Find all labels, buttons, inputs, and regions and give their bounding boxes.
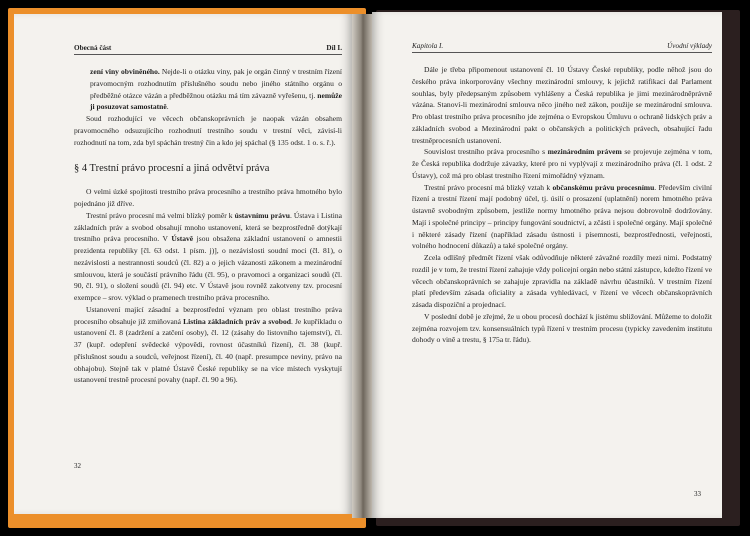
- left-page: [14, 14, 352, 514]
- page-number: 33: [694, 490, 701, 498]
- header-chapter: Kapitola I.: [412, 42, 444, 50]
- bold-term: ústavnímu právu: [234, 210, 290, 220]
- bold-term: občanskému právu procesnímu: [552, 182, 655, 192]
- bold-term: nemůže ji posuzovat samostatně: [90, 90, 342, 112]
- book-gutter: [352, 14, 372, 518]
- paragraph: Soud rozhodující ve věcech občanskoprávních je naopak vázán obsahem pravomocného odsuzujícího rozhodnutí trestního soudu v trestní věci, závisí-li rozhodnutí na tom, zda byl spáchán trestný čin a kdo jej spáchal (§ 135 odst. 1 o. s. ř.).: [74, 114, 342, 147]
- paragraph: Ustanovení mající zásadní a bezprostřední význam pro oblast trestního práva procesního obsahuje již zmiňovaná Listina základních práv a svobod. Je kupříkladu o ustanovení čl. 8 (zadržení a zatčení osoby), čl. 12 (zásahy do listovního tajemství), čl. 37 (kupř. odepření svědecké výpovědi, rovnost účastníků řízení), čl. 38 (kupř. příslušnost soudu a soudců, veřejnost řízení), čl. 40 (např. presumpce neviny, právo na obhajobu). Stejně tak v platné Ústavě České republiky se na více místech vyskytují ustanovení trestně procesní povahy (např. čl. 90 a 96).: [74, 304, 342, 385]
- bold-term: Listina základních práv a svobod: [183, 316, 291, 326]
- running-header: [74, 44, 342, 55]
- bold-term: mezinárodním právem: [547, 147, 622, 157]
- paragraph: Trestní právo procesní má velmi blízký poměr k ústavnímu právu. Ústava i Listina základních práv a svobod obsahují mnoho ustanovení, která se bezprostředně dotýkají trestního práva procesního. V Ústavě jsou obsažena základní ustanovení o amnestii prezidenta republiky [čl. 63 odst. 1 písm. j)], o nezávislosti soudní moci (čl. 81), o nezávislosti a nestrannosti soudců (čl. 82) a o jejich vázanosti zákonem a mezinárodní smlouvou, která je součástí právního řádu (čl. 95), o pravomoci a organizaci soudů (čl. 90, čl. 91), o složení soudů (čl. 94) etc. V Ústavě jsou rovněž zakotveny tzv. procesní exempce – srov. výklad o pramenech trestního práva procesního.: [74, 210, 343, 302]
- page-number: 32: [74, 462, 81, 470]
- page-body: [412, 64, 712, 346]
- bold-term: Ústavě: [171, 234, 194, 244]
- paragraph: Zcela odlišný předmět řízení však odůvodňuje některé závažné rozdíly mezi nimi. Podstatný rozdíl je v tom, že trestní řízení zahajuje vždy policejní orgán nebo státní zástupce, kdežto řízení ve věcech občanskoprávních se zahajuje zpravidla na základě návrhu účastníků. V trestním řízení platí především zásada oficiality a zásada vyhledávací, v řízení ve věcech občanskoprávních zásada dispoziční a projednací.: [412, 253, 712, 309]
- paragraph: Trestní právo procesní má blízký vztah k občanskému právu procesnímu. Především civilní řízení a trestní řízení mají podobný účel, tj. úsilí o prosazení (uplatnění) norem hmotného práva ústavně svobodným způsobem, jestliže normy hmotného práva nejsou dobrovolně dodržovány. Mají i společné principy – principy fungování soudnictví, a zčásti i společné orgány. Mají společné i některé zásady řízení (například zásadu ústnosti i písemnosti, bezprostřednosti, veřejnosti, volného hodnocení důkazů) a také společné orgány.: [412, 182, 712, 251]
- bold-term: zení viny obviněného.: [90, 67, 160, 76]
- right-page: [372, 12, 722, 518]
- section-heading: § 4 Trestní právo procesní a jiná odvětví práva: [74, 163, 270, 175]
- continued-paragraph: zení viny obviněného. Nejde-li o otázku viny, pak je orgán činný v trestním řízení pravomocným rozhodnutím příslušného soudu nebo jiného státního orgánu o předběžné otázce vázán a předběžnou otázku má tím závazně vyřešenu, tj. nemůže ji posuzovat samostatně.: [90, 67, 342, 112]
- header-part: Díl I.: [326, 44, 342, 52]
- page-body: [74, 66, 342, 386]
- paragraph: Dále je třeba připomenout ustanovení čl. 10 Ústavy České republiky, podle něhož jsou do českého práva inkorporovány všechny mezinárodní smlouvy, k jejichž ratifikaci dal Parlament souhlas, byly předepsaným způsobem vyhlášeny a Česká republika je jimi mezinárodněprávně vázána. Stanoví-li mezinárodní smlouva něco jiného než zákon, použije se mezinárodní smlouva. Pro oblast trestního práva procesního jde zejména o Evropskou Úmluvu o ochraně lidských práv a základních svobod a Mezinárodní pakt o občanských a politických právech, obsahující řadu trestněprocesních ustanovení.: [412, 65, 712, 145]
- paragraph: O velmi úzké spojitosti trestního práva procesního a trestního práva hmotného bylo pojednáno již dříve.: [74, 187, 342, 208]
- running-header: [412, 42, 712, 53]
- paragraph: V poslední době je zřejmé, že u obou procesů dochází k jistému sbližování. Můžeme to doložit zejména rozvojem tzv. konsensuálních typů řízení v trestním procesu (typicky zavedením institutu dohody o vině a trestu, § 175a tr. řádu).: [412, 311, 712, 345]
- header-section: Obecná část: [74, 44, 112, 52]
- paragraph: Souvislost trestního práva procesního s mezinárodním právem se projevuje zejména v tom, že Česká republika dodržuje závazky, které pro ni vyplývají z mezinárodního práva (čl. 1 odst. 2 Ústavy), což má pro oblast trestního řízení mimořádný význam.: [412, 147, 713, 180]
- header-title: Úvodní výklady: [667, 42, 712, 50]
